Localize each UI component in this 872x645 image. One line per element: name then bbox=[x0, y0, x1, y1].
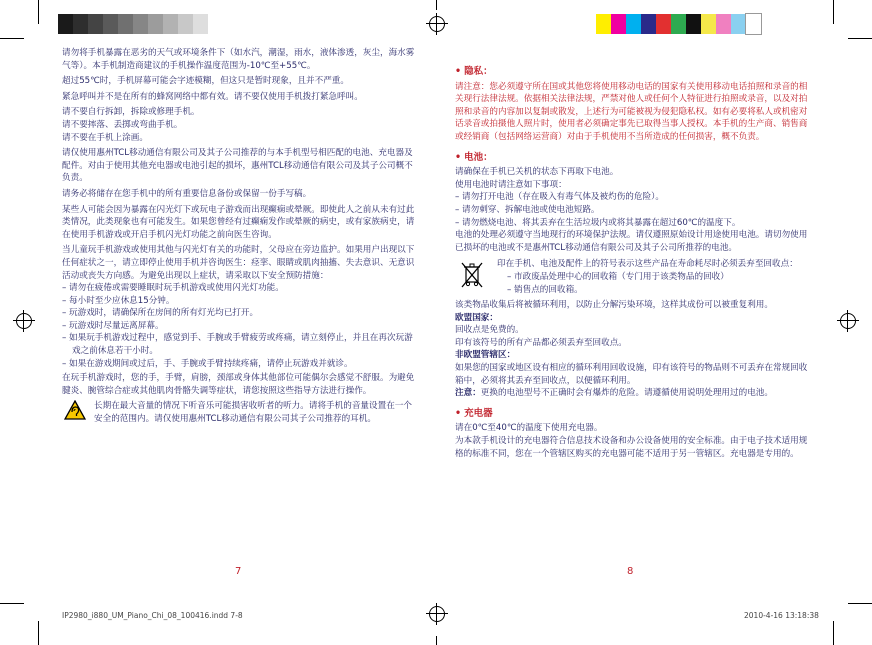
paragraph: 该类物品收集后将被循环利用，以防止分解污染环境，这样其成份可以被重复利用。 bbox=[455, 300, 773, 311]
note-text: 更换的电池型号不正确时会有爆炸的危险。请遵循使用说明处理用过的电池。 bbox=[480, 388, 773, 399]
paragraph: 某些人可能会因为暴露在闪光灯下或玩电子游戏而出现癫痫或晕厥。即使此人之前从未有过此类情况，此类现象也有可能发生。如果您曾经有过癫痫发作或晕厥的病史，或有家族病史，请在使用手机游戏或开启手机闪光灯功能之前向医生咨询。 bbox=[62, 204, 415, 240]
left-column bbox=[62, 47, 420, 426]
page-number-left: 7 bbox=[235, 566, 242, 577]
paragraph: 回收点是免费的。 bbox=[455, 325, 524, 336]
privacy-heading: • 隐私： bbox=[455, 66, 493, 77]
color-swatch bbox=[148, 14, 163, 34]
list-item: – 如果在游戏期间或过后，手、手腕或手臂持续疼痛，请停止玩游戏并就诊。 bbox=[62, 358, 353, 369]
bullet-icon: • bbox=[455, 407, 462, 419]
paragraph: 请仅使用惠州TCL移动通信有限公司及其子公司推荐的与本手机型号相匹配的电池、充电器及配件。对由于使用其他充电器或电池引起的损坏，惠州TCL移动通信有限公司及其子公司概不负责。 bbox=[62, 148, 413, 184]
list-item: – 每小时至少应休息15分钟。 bbox=[62, 295, 175, 306]
paragraph: 请勿将手机暴露在恶劣的天气或环境条件下（如水汽，潮湿，雨水，液体渗透，灰尘，海水雾气等）。本手机制造商建议的手机操作温度范围为-10℃至+55℃。 bbox=[62, 48, 415, 71]
list-item: – 如果玩手机游戏过程中，感觉到手、手腕或手臂疲劳或疼痛，请立刻停止，并且在再次玩游戏之前休息若干小时。 bbox=[62, 333, 413, 357]
color-swatch bbox=[731, 14, 746, 34]
paragraph: 如果您的国家或地区设有相应的循环利用回收设施，印有该符号的物品则不可丢弃在常规回收箱中，必须将其丢弃至回收点，以便循环利用。 bbox=[455, 363, 808, 386]
color-swatch bbox=[178, 14, 193, 34]
paragraph: 紧急呼叫并不是在所有的蜂窝网络中都有效。请不要仅使用手机拨打紧急呼叫。 bbox=[62, 91, 363, 102]
crop-mark bbox=[0, 603, 24, 604]
list-item: – 玩游戏时，请确保所在房间的所有灯光均已打开。 bbox=[62, 308, 259, 319]
registration-mark-right bbox=[837, 310, 859, 332]
hearing-warning bbox=[62, 400, 420, 425]
color-swatch bbox=[701, 14, 716, 34]
color-swatch bbox=[746, 14, 761, 34]
charger-heading: • 充电器 bbox=[455, 407, 493, 419]
page-number-right: 8 bbox=[627, 566, 634, 577]
color-swatch bbox=[103, 14, 118, 34]
color-swatch bbox=[73, 14, 88, 34]
crop-mark bbox=[38, 0, 39, 24]
hearing-warning-icon bbox=[62, 400, 86, 425]
paragraph: 请不要在手机上涂画。 bbox=[62, 132, 148, 143]
color-swatch bbox=[58, 14, 73, 34]
paragraph: 印在手机、电池及配件上的符号表示这些产品在寿命耗尽时必须丢弃至回收点： bbox=[497, 259, 798, 270]
registration-mark-left bbox=[13, 310, 35, 332]
list-item: – 请勿在疲倦或需要睡眠时玩手机游戏或使用闪光灯功能。 bbox=[62, 283, 284, 294]
crop-mark bbox=[833, 621, 834, 645]
print-timestamp: 2010-4-16 13:18:38 bbox=[744, 611, 819, 620]
color-swatch bbox=[641, 14, 656, 34]
list-item: – 市政废品处理中心的回收箱（专门用于该类物品的回收） bbox=[507, 271, 729, 282]
crop-mark bbox=[436, 0, 437, 10]
crop-mark bbox=[848, 603, 872, 604]
paragraph: 为本款手机设计的充电器符合信息技术设备和办公设备使用的安全标准。由于电子技术适用规格的标准不同，您在一个管辖区购买的充电器可能不适用于另一管辖区。充电器是专用的。 bbox=[455, 436, 808, 459]
registration-mark-bottom bbox=[426, 603, 448, 625]
color-swatch bbox=[193, 14, 208, 34]
note-label: 注意： bbox=[455, 388, 481, 399]
battery-heading: • 电池： bbox=[455, 151, 493, 163]
color-swatch bbox=[716, 14, 731, 34]
list-item: – 请勿燃烧电池、将其丢弃在生活垃圾内或将其暴露在超过60℃的温度下。 bbox=[455, 217, 741, 228]
color-swatch bbox=[656, 14, 671, 34]
paragraph: 请确保在手机已关机的状态下再取下电池。 bbox=[455, 167, 619, 178]
color-swatch bbox=[88, 14, 103, 34]
paragraph: 电池的处理必须遵守当地现行的环境保护法规。请仅遵照原始设计用途使用电池。请切勿使用已损坏的电池或不是惠州TCL移动通信有限公司及其子公司所推荐的电池。 bbox=[455, 230, 808, 253]
color-swatch bbox=[118, 14, 133, 34]
paragraph: 请务必将储存在您手机中的所有重要信息备份或保留一份手写稿。 bbox=[62, 188, 312, 199]
file-slug: IP2980_i880_UM_Piano_Chi_08_100416.indd 7-8 bbox=[62, 611, 243, 620]
right-column bbox=[455, 62, 811, 463]
color-swatch bbox=[671, 14, 686, 34]
bullet-icon: • bbox=[455, 151, 462, 163]
crop-mark bbox=[436, 636, 437, 645]
precaution-list bbox=[62, 282, 420, 370]
paragraph: 请在0℃至40℃的温度下使用充电器。 bbox=[455, 423, 603, 434]
color-swatch bbox=[133, 14, 148, 34]
crop-mark bbox=[833, 0, 834, 24]
list-item: – 玩游戏时尽量远离屏幕。 bbox=[62, 320, 164, 331]
paragraph: 印有该符号的所有产品都必须丢弃至回收点。 bbox=[455, 337, 627, 348]
privacy-text: 请注意：您必须遵守所在国或其他您将使用移动电话的国家有关使用移动电话拍照和录音的相关现行法律法规。依据相关法律法规，严禁对他人或任何个人特征进行拍照或录音，以及对拍照和录音的内容加以复制或散发，上述行为可能被视为侵犯隐私权。如有必要将私人或机密对话录音或拍摄他人照片时，使用者必须确定事先已取得当事人授权。本手机的生产商、销售商或经销商（包括网络运营商）对由于手机使用不当所造成的任何损害，概不负责。 bbox=[455, 81, 808, 142]
paragraph: 超过55℃时，手机屏幕可能会字迹模糊，但这只是暂时现象，且并不严重。 bbox=[62, 76, 349, 87]
bullet-icon: • bbox=[455, 66, 462, 77]
paragraph: 请不要自行拆卸，拆除或修理手机。 bbox=[62, 107, 200, 118]
eu-heading: 欧盟国家： bbox=[455, 312, 498, 323]
crop-mark bbox=[0, 38, 24, 39]
color-swatch bbox=[686, 14, 701, 34]
recycling-info bbox=[455, 258, 811, 296]
paragraph: 在玩手机游戏时，您的手，手臂，肩膀，颈部或身体其他部位可能偶尔会感觉不舒服。为避免腱炎、腕管综合症或其他肌肉骨骼失调等症状，请您按照这些指导方法进行操作。 bbox=[62, 373, 415, 396]
list-item: – 请勿刺穿、拆解电池或使电池短路。 bbox=[455, 204, 600, 215]
list-item: – 请勿打开电池（存在吸入有毒气体及被灼伤的危险）。 bbox=[455, 192, 664, 203]
color-swatch bbox=[626, 14, 641, 34]
paragraph: 使用电池时请注意如下事项： bbox=[455, 179, 567, 190]
list-item: – 销售点的回收箱。 bbox=[507, 284, 583, 295]
color-swatch bbox=[163, 14, 178, 34]
paragraph: 请不要摔落、丢掷或弯曲手机。 bbox=[62, 119, 183, 130]
registration-mark-top bbox=[426, 13, 448, 35]
paragraph: 当儿童玩手机游戏或使用其他与闪光灯有关的功能时，父母应在旁边监护。如果用户出现以下任何症状之一，请立即停止使用手机并咨询医生：痉挛、眼睛或肌肉抽搐、失去意识、无意识活动或丧失方向感。为避免出现以上症状，请采取以下安全预防措施： bbox=[62, 245, 415, 281]
non-eu-heading: 非欧盟管辖区： bbox=[455, 350, 516, 361]
note bbox=[455, 387, 811, 400]
recycling-text bbox=[497, 258, 811, 296]
color-swatch bbox=[596, 14, 611, 34]
crop-mark bbox=[848, 38, 872, 39]
hearing-warning-text: 长期在最大音量的情况下听音乐可能损害收听者的听力。请将手机的音量设置在一个安全的范围内。请仅使用惠州TCL移动通信有限公司其子公司推荐的耳机。 bbox=[94, 401, 412, 425]
color-swatch bbox=[611, 14, 626, 34]
crossed-bin-icon bbox=[455, 258, 489, 296]
crop-mark bbox=[38, 621, 39, 645]
